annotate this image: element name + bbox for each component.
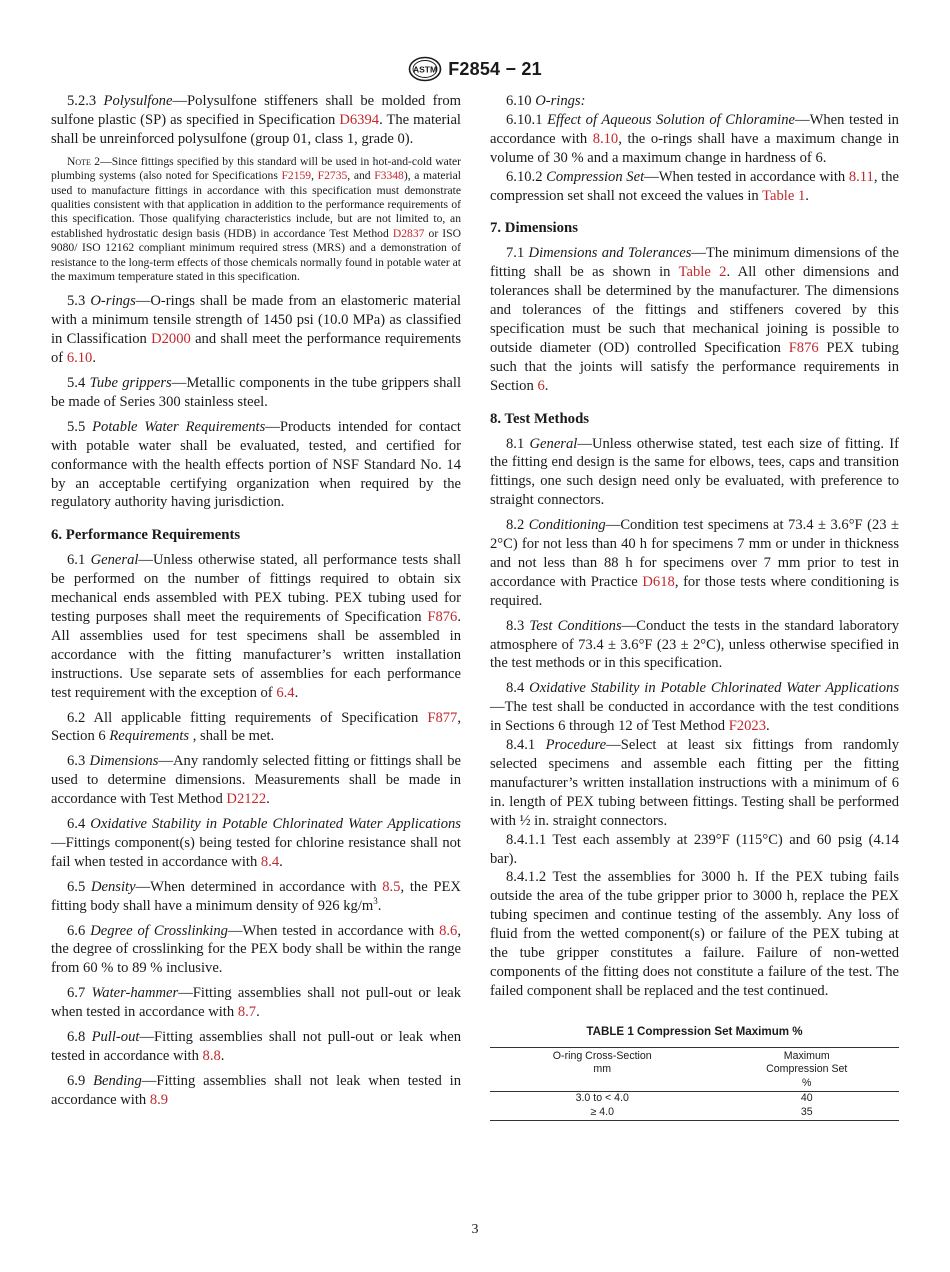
ref-link[interactable]: Table 2 bbox=[678, 264, 727, 281]
section-text: , the PEX fitting body shall have a minimum density of 926 kg/m bbox=[51, 878, 461, 914]
section-title: Oxidative Stability in Potable Chlorinated Water Applications bbox=[90, 816, 461, 833]
section-text: Test each assembly at 239°F (115°C) and 60 psig (4.14 bar). bbox=[490, 831, 900, 867]
ref-link[interactable]: 8.9 bbox=[149, 1091, 169, 1108]
section-title: Procedure bbox=[545, 737, 607, 754]
page-number: 3 bbox=[471, 1222, 479, 1237]
section-text: . All assemblies used for test specimens shall be assembled in accordance with the fitting manufacturer’s written installation instructions. Use separate sets of assemblies for each performance test requirement with the exception of bbox=[51, 608, 461, 701]
section-text: , the o-rings shall have a maximum change in volume of 30 % and a maximum change in hardness of 6. bbox=[490, 130, 899, 166]
ref-link[interactable]: 8.10 bbox=[592, 130, 619, 147]
section-number: 8.3 bbox=[506, 617, 525, 634]
section-6-4 bbox=[51, 815, 461, 872]
section-5-4 bbox=[51, 374, 461, 412]
section-6-10 bbox=[490, 92, 899, 111]
section-text: . bbox=[544, 377, 549, 394]
section-text: . bbox=[766, 718, 770, 735]
section-title: O-rings bbox=[90, 293, 136, 310]
section-title: Water-hammer bbox=[91, 985, 179, 1002]
section-5-5 bbox=[51, 418, 461, 513]
ref-link[interactable]: D2837 bbox=[392, 226, 425, 240]
ref-link[interactable]: F877 bbox=[427, 709, 458, 726]
section-6-10-2 bbox=[490, 168, 899, 206]
section-number: 8.1 bbox=[506, 435, 525, 452]
ref-link[interactable]: Table 1 bbox=[762, 187, 806, 204]
section-number: 8.4.1.1 bbox=[506, 831, 547, 848]
section-number: 5.3 bbox=[67, 293, 86, 310]
section-number: 6.1 bbox=[67, 552, 86, 569]
section-number: 6.6 bbox=[67, 922, 86, 939]
section-text: , Section 6 bbox=[51, 709, 461, 745]
ref-link[interactable]: F876 bbox=[427, 608, 458, 625]
designation: F2854 − 21 bbox=[448, 58, 542, 79]
ref-link[interactable]: F3348 bbox=[374, 169, 404, 183]
section-text: —Metallic components in the tube grippers shall be made of Series 300 stainless steel. bbox=[51, 375, 461, 410]
section-text: —The test shall be conducted in accordance with the test conditions in Sections 6 through 12 of Test Method bbox=[490, 699, 899, 735]
note-text: , and bbox=[347, 169, 375, 183]
section-text: . bbox=[220, 1048, 225, 1064]
section-title: General bbox=[529, 435, 578, 452]
table-row bbox=[490, 1106, 899, 1120]
section-text: Test the assemblies for 3000 h. If the PEX tubing fails outside the area of the tube gripper prior to 3000 h, replace the PEX tubing specimen and continue testing of the assembly. Any loss of fluid from the wetted component(s) or failure of the PEX tubing at the tube gripper constitutes a failure. Failure of non-wetted components of the fitting does not constitute a failure of the test. The failed component shall be replaced and the test continued. bbox=[490, 869, 899, 999]
section-number: 6.2 bbox=[67, 709, 86, 726]
table-cell: 35 bbox=[800, 1106, 813, 1119]
ref-link[interactable]: D6394 bbox=[339, 111, 380, 128]
header-line: O-ring Cross-Section bbox=[552, 1049, 652, 1062]
section-text: —The minimum dimensions of the fitting shall be as shown in bbox=[490, 245, 899, 281]
section-text: —Any randomly selected fitting or fittings shall be used to determine dimensions. Measurements shall be made in accordance with Test Method bbox=[51, 753, 461, 808]
section-title: Pull-out bbox=[91, 1029, 140, 1046]
section-text: —Fitting assemblies shall not pull-out or leak when tested in accordance with bbox=[51, 1029, 461, 1064]
section-number: 5.2.3 bbox=[67, 93, 97, 109]
section-6-9 bbox=[51, 1072, 461, 1110]
section-8-1 bbox=[490, 435, 899, 511]
section-title: Tube grippers bbox=[89, 375, 172, 391]
ref-link[interactable]: D2122 bbox=[226, 791, 267, 808]
section-text: —O-rings shall be made from an elastomeric material with a minimum tensile strength of 1450 psi (10.0 MPa) as classified in Classification bbox=[51, 293, 461, 348]
section-number: 6.7 bbox=[67, 985, 86, 1002]
section-8-2 bbox=[490, 516, 899, 611]
header-line: Compression Set bbox=[766, 1063, 848, 1076]
section-text: —Fittings component(s) being tested for chlorine resistance shall not fail when tested in accordance with bbox=[51, 834, 461, 870]
ref-link[interactable]: D618 bbox=[642, 573, 675, 590]
section-text: . bbox=[294, 684, 299, 701]
table-cell: 40 bbox=[800, 1092, 813, 1105]
heading-section-7: 7. Dimensions bbox=[490, 220, 578, 237]
section-number: 6.9 bbox=[67, 1072, 86, 1089]
note-text: —Since fittings specified by this standard will be used in hot-and-cold water plumbing systems (also noted for Specifications bbox=[51, 154, 461, 183]
section-text: —Polysulfone stiffeners shall be molded from sulfone plastic (SP) as specified in Specification bbox=[51, 93, 461, 128]
section-5-3 bbox=[51, 292, 461, 368]
section-text: PEX tubing such that the joints will satisfy the performance requirements in Section bbox=[490, 339, 899, 394]
section-title: Polysulfone bbox=[103, 93, 173, 109]
heading-section-6: 6. Performance Requirements bbox=[51, 527, 241, 544]
section-title: Effect of Aqueous Solution of Chloramine bbox=[547, 111, 796, 128]
ref-link[interactable]: 8.8 bbox=[202, 1048, 221, 1064]
section-title: Compression Set bbox=[546, 168, 645, 185]
superscript: 3 bbox=[373, 895, 378, 906]
section-title: Conditioning bbox=[528, 517, 606, 534]
table-cell: 3.0 to < 4.0 bbox=[575, 1092, 629, 1105]
table-header-row bbox=[490, 1047, 899, 1092]
section-text: —When tested in accordance with bbox=[644, 168, 849, 185]
ref-link[interactable]: 6 bbox=[537, 377, 545, 394]
section-number: 8.4 bbox=[506, 680, 525, 697]
header-line: Maximum bbox=[783, 1049, 830, 1062]
section-text: . bbox=[279, 853, 283, 870]
section-text: —When determined in accordance with bbox=[135, 878, 383, 895]
section-title: Bending bbox=[93, 1072, 142, 1089]
section-text: All applicable fitting requirements of Specification bbox=[93, 709, 428, 726]
section-title: Dimensions bbox=[89, 753, 159, 770]
section-title: Test Conditions bbox=[529, 617, 622, 634]
note-text: or ISO 9080/ ISO 12162 compliant minimum required stress (MRS) and a demonstration of resistance to the long-term effects of those chemicals normally found in potable water at the maximum temperature stated in this specification. bbox=[51, 226, 461, 283]
logo-text: ASTM bbox=[413, 64, 438, 75]
section-number: 6.5 bbox=[67, 878, 86, 895]
table-cell: ≥ 4.0 bbox=[590, 1106, 614, 1119]
section-number: 5.5 bbox=[67, 418, 86, 435]
section-8-4-1-1 bbox=[490, 831, 899, 869]
section-6-5 bbox=[51, 878, 461, 916]
section-text: —When tested in accordance with bbox=[227, 922, 440, 939]
section-number: 5.4 bbox=[67, 375, 86, 391]
section-number: 8.2 bbox=[506, 517, 525, 534]
section-text: . bbox=[266, 791, 270, 808]
section-number: 6.10 bbox=[506, 93, 532, 109]
astm-logo-icon bbox=[408, 56, 442, 82]
ref-link[interactable]: F876 bbox=[788, 339, 819, 356]
ref-link[interactable]: 8.4 bbox=[260, 853, 280, 870]
table-header-cell bbox=[715, 1047, 899, 1092]
note-text: , bbox=[311, 169, 318, 183]
section-title: Degree of Crosslinking bbox=[90, 922, 228, 939]
section-number: 7.1 bbox=[506, 245, 525, 262]
page-header bbox=[0, 56, 950, 87]
section-8-4-1 bbox=[490, 736, 899, 831]
section-5-2-3 bbox=[51, 92, 461, 149]
ref-link[interactable]: 8.5 bbox=[382, 878, 401, 895]
section-text: . bbox=[92, 350, 97, 367]
ref-link[interactable]: D2000 bbox=[151, 331, 191, 348]
section-text: . bbox=[805, 187, 809, 204]
section-text: —Fitting assemblies shall not pull-out or leak when tested in accordance with bbox=[51, 985, 461, 1021]
section-number: 6.8 bbox=[67, 1029, 86, 1046]
section-number: 8.4.1.2 bbox=[506, 869, 547, 886]
section-text: . All other dimensions and tolerances shall be determined by the manufacturer. The dimensions and tolerances of the fittings and stiffeners covered by this specification must be such that mechanical joining is possible to outside diameter (OD) controlled Specification bbox=[490, 264, 899, 356]
ref-link[interactable]: 8.11 bbox=[848, 168, 874, 185]
heading-section-8: 8. Test Methods bbox=[490, 410, 590, 427]
section-text: —Unless otherwise stated, all performance tests shall be performed on the number of fittings required to obtain six mechanical ends assembled with PEX tubing. PEX tubing used for testing purposes shall meet the requirements of Specification bbox=[51, 552, 461, 625]
section-8-4 bbox=[490, 679, 899, 736]
ref-link[interactable]: 6.10 bbox=[66, 350, 93, 367]
section-text: , the degree of crosslinking for the PEX body shall be within the range from 60 % to 89 % inclusive. bbox=[51, 922, 461, 977]
section-number: 6.4 bbox=[67, 816, 86, 833]
section-text: —Fitting assemblies shall not leak when tested in accordance with bbox=[51, 1072, 461, 1108]
note-label: Note 2 bbox=[67, 154, 101, 168]
ref-link[interactable]: F2159 bbox=[281, 169, 312, 183]
section-title: Density bbox=[90, 878, 136, 895]
ref-link[interactable]: 8.6 bbox=[439, 922, 458, 939]
section-6-6 bbox=[51, 922, 461, 979]
section-number: 6.10.2 bbox=[506, 168, 543, 185]
section-6-7 bbox=[51, 984, 461, 1022]
section-text: . bbox=[377, 897, 382, 914]
table-row bbox=[490, 1092, 899, 1106]
header-line: % bbox=[802, 1076, 812, 1089]
ref-link[interactable]: F2023 bbox=[728, 718, 766, 735]
section-text: —Products intended for contact with potable water shall be evaluated, tested, and certified for conformance with the health effects portion of NSF Standard No. 14 by an acceptable certifying organization when required by the regulatory authority having jurisdiction. bbox=[51, 418, 461, 511]
section-title: General bbox=[90, 552, 139, 569]
section-text: , for those tests where conditioning is required. bbox=[490, 573, 899, 609]
section-text: and shall meet the performance requirements of bbox=[51, 331, 461, 367]
table-header-cell bbox=[490, 1047, 715, 1092]
table-1 bbox=[490, 1047, 899, 1121]
note-2 bbox=[51, 155, 461, 285]
ref-link[interactable]: F2735 bbox=[317, 169, 348, 183]
section-title: Dimensions and Tolerances bbox=[528, 245, 692, 262]
section-title: Oxidative Stability in Potable Chlorinated Water Applications bbox=[529, 680, 899, 697]
section-text: —Unless otherwise stated, test each size of fitting. If the fitting end design is the same for elbows, tees, caps and transition fittings, one such design need only be evaluated, with preference to straight connectors. bbox=[490, 435, 899, 509]
section-title: Potable Water Requirements bbox=[92, 418, 266, 435]
section-6-1 bbox=[51, 551, 461, 702]
section-6-2 bbox=[51, 709, 461, 747]
section-6-8 bbox=[51, 1028, 461, 1066]
section-text: , the compression set shall not exceed the values in bbox=[490, 168, 899, 204]
section-8-4-1-2 bbox=[490, 868, 899, 1000]
header-line: mm bbox=[593, 1063, 612, 1076]
section-8-3 bbox=[490, 617, 899, 674]
left-column bbox=[51, 92, 461, 1116]
ref-link[interactable]: 6.4 bbox=[276, 684, 295, 701]
section-title: O-rings: bbox=[535, 93, 586, 109]
section-number: 6.10.1 bbox=[506, 111, 543, 128]
section-7-1 bbox=[490, 244, 899, 395]
section-emphasis: Requirements bbox=[109, 728, 190, 745]
table-1-title: TABLE 1 Compression Set Maximum % bbox=[586, 1024, 803, 1038]
section-text: , shall be met. bbox=[189, 728, 275, 745]
section-text: —Conduct the tests in the standard laboratory atmosphere of 73.4 ± 3.6°F (23 ± 2°C), unless otherwise specified in the test methods or in this specification. bbox=[490, 617, 900, 672]
section-6-3 bbox=[51, 752, 461, 809]
section-text: —Condition test specimens at 73.4 ± 3.6°F (23 ± 2°C) for not less than 40 h for specimens 7 mm or under in thickness and not less than 88 h for specimens over 7 mm prior to test in accordance with Practice bbox=[490, 517, 899, 590]
section-text: . The material shall be unreinforced polysulfone (group 01, class 1, grade 0). bbox=[51, 111, 461, 147]
right-column bbox=[490, 92, 899, 1121]
section-text: . bbox=[256, 1004, 260, 1021]
section-text: —Select at least six fittings from randomly selected specimens and assemble each fitting per the fitting manufacturer’s written installation instructions with a minimum of 6 in. length of PEX tubing between fittings. Testing shall be performed with ½ in. straight connectors. bbox=[490, 737, 899, 829]
section-text: —When tested in accordance with bbox=[490, 111, 899, 147]
section-number: 8.4.1 bbox=[506, 737, 536, 754]
note-text: ), a material used to manufacture fittings in accordance with this specification must demonstrate qualities consistent with that application in addition to the performance requirements of this specification. Those qualifying characteristics include, but are not limited to, an established hydrostatic design basis (HDB) in accordance Test Method bbox=[51, 169, 462, 240]
section-6-10-1 bbox=[490, 111, 899, 168]
ref-link[interactable]: 8.7 bbox=[237, 1004, 257, 1021]
section-number: 6.3 bbox=[67, 753, 86, 770]
